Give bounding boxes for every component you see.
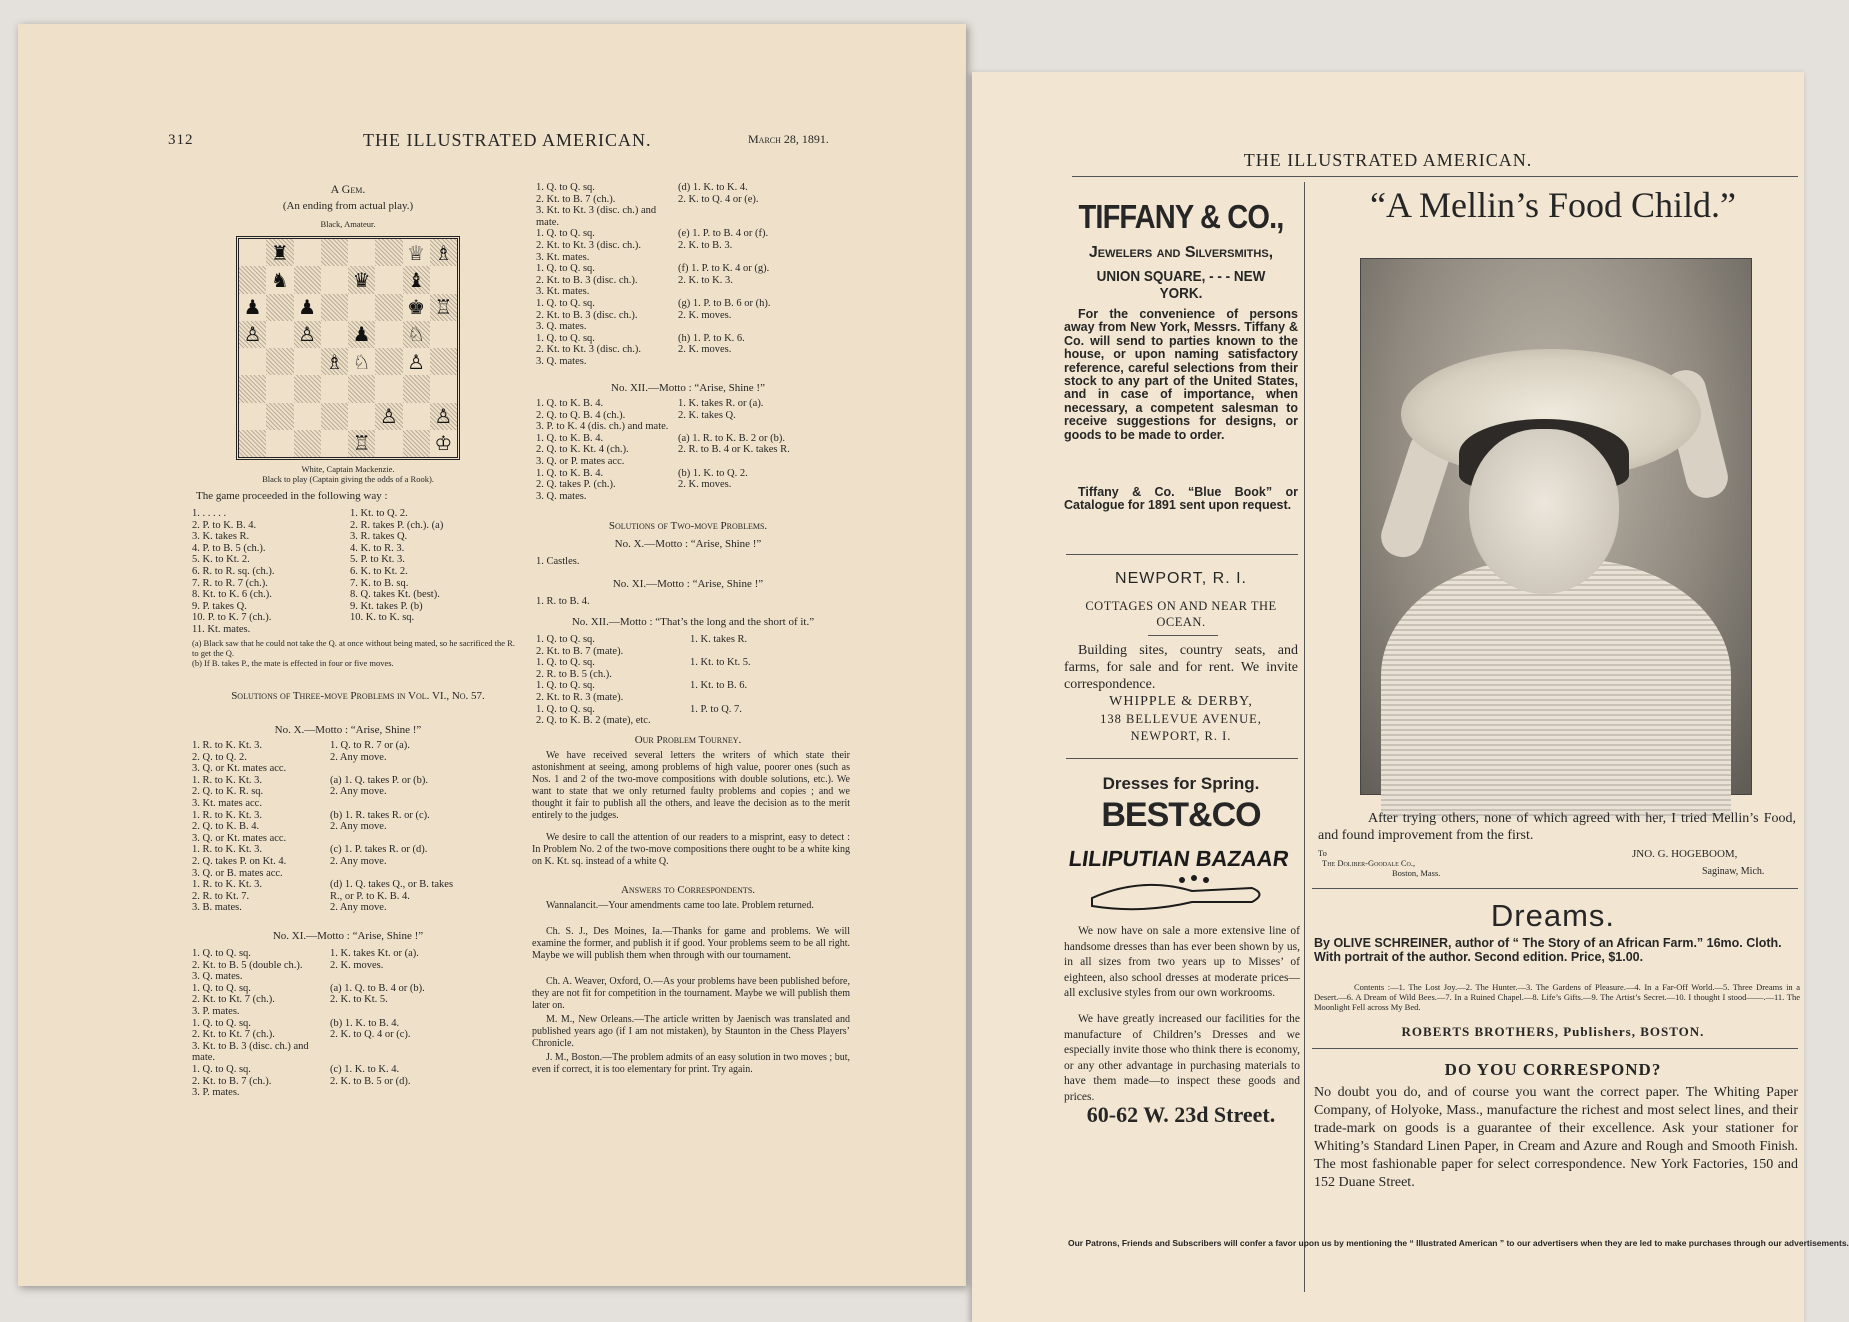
answer-3: Ch. A. Weaver, Oxford, O.—As your problems have been published before, they are not fit for competition in the tournament. Maybe we will publish them later on.: [532, 976, 850, 1011]
issue-date: March 28, 1891.: [748, 132, 829, 146]
board-square: [266, 430, 293, 457]
board-square: [403, 403, 430, 430]
three-no-xi-right: 1. K. takes Kt. or (a). 2. K. moves. (a) 1. Q. to B. 4 or (b). 2. K. to Kt. 5. (b) 1. K. to B. 4. 2. K. to Q. 4 or (c). (c) 1. K. to K. 4. 2. K. to B. 5 or (d).: [330, 948, 425, 1087]
three-move-heading: Solutions of Three-move Problems in Vol. VI., No. 57.: [231, 690, 485, 702]
col2-top-left: 1. Q. to Q. sq. 2. Kt. to B. 7 (ch.). 3. Kt. to Kt. 3 (disc. ch.) and mate. 1. Q. to Q. sq. 2. Kt. to Kt. 3 (disc. ch.). 3. Kt. mates. 1. Q. to Q. sq. 2. Kt. to B. 3 (disc. ch.). 3. Kt. mates. 1. Q. to Q. sq. 2. Kt. to B. 3 (disc. ch.). 3. Q. mates. 1. Q. to Q. sq. 2. Kt. to Kt. 3 (disc. ch.). 3. Q. mates.: [536, 182, 657, 367]
board-square: [321, 321, 348, 348]
whiting-title: DO YOU CORRESPOND?: [1444, 1060, 1662, 1079]
best-headline: Dresses for Spring.: [1102, 774, 1260, 793]
three-no-x-left: 1. R. to K. Kt. 3. 2. Q. to Q. 2. 3. Q. or Kt. mates acc. 1. R. to K. Kt. 3. 2. Q. to K. R. sq. 3. Kt. mates acc. 1. R. to K. Kt. 3. 2. Q. to K. B. 4. 3. Q. or Kt. mates acc. 1. R. to K. Kt. 3. 2. Q. takes P. on Kt. 4. 3. Q. or B. mates acc. 1. R. to K. Kt. 3. 2. R. to Kt. 7. 3. B. mates.: [192, 740, 287, 914]
moves-black: 1. Kt. to Q. 2. 2. R. takes P. (ch.). (a) 3. R. takes Q. 4. K. to R. 3. 5. P. to Kt. 3. 6. K. to Kt. 2. 7. K. to B. sq. 8. Q. takes Kt. (best). 9. Kt. takes P. (b) 10. K. to K. sq.: [350, 508, 444, 624]
answer-5: J. M., Boston.—The problem admits of an easy solution in two moves ; but, even if correct, it is too elementary for print. Try again.: [532, 1052, 850, 1075]
two-no-xii-left: 1. Q. to Q. sq. 2. Kt. to B. 7 (mate). 1. Q. to Q. sq. 2. R. to B. 5 (ch.). 1. Q. to Q. sq. 2. Kt. to R. 3 (mate). 1. Q. to Q. sq. 2. Q. to K. B. 2 (mate), etc.: [536, 634, 651, 727]
dreams-byline: By OLIVE SCHREINER, author of “ The Story of an African Farm.” 16mo. Cloth. With portrait of the author. Second edition. Price, $1.00.: [1314, 936, 1782, 964]
board-square: [430, 321, 457, 348]
masthead-left: THE ILLUSTRATED AMERICAN.: [363, 130, 652, 150]
right-page: [972, 72, 1849, 1322]
mellin-child-photo: [1360, 258, 1752, 795]
board-square: ♔: [434, 431, 453, 456]
board-square: [430, 375, 457, 402]
board-square: ♚: [407, 295, 426, 320]
board-square: [266, 294, 293, 321]
board-square: [266, 348, 293, 375]
game-proceeded: The game proceeded in the following way :: [196, 490, 388, 502]
board-square: [294, 348, 321, 375]
board-square: [375, 375, 402, 402]
mellin-signer: JNO. G. HOGEBOOM,: [1632, 848, 1738, 860]
board-square: ♙: [239, 321, 266, 348]
tourney-p1: We have received several letters the writers of which state their astonishment at seeing, among problems of high value, poorer ones (such as Nos. 1 and 2 of the two-move compositions with double solutions, etc.). We want to state that we only returned faulty problems and copies ; and we thought it fair to publish all the others, and leave the decision as to the merit entirely to the judges.: [532, 750, 850, 821]
tiffany-body: For the convenience of persons away from New York, Messrs. Tiffany & Co. will send to parties known to the house, or upon naming satisfactory reference, careful selections from their stock to any part of the United States, and in case of importance, when necessary, a competent salesman to receive suggestions for designs, or goods to be made to order.: [1064, 307, 1298, 442]
tiffany-line2: Jewelers and Silversmiths,: [1088, 244, 1274, 261]
three-no-x: No. X.—Motto : “Arise, Shine !”: [274, 724, 422, 736]
newport-title: NEWPORT, R. I.: [1115, 570, 1247, 587]
note-b: (b) If B. takes P., the mate is effected in four or five moves.: [192, 658, 394, 668]
dreams-contents: Contents :—1. The Lost Joy.—2. The Hunter.—3. The Gardens of Pleasure.—4. In a Far-Off World.—5. Three Dreams in a Desert.—6. A Dream of Wild Bees.—7. In a Ruined Chapel.—8. Life’s Gifts.—9. The Artist’s Secret.—10. I thought I stood——.—11. The Moonlight Fell across My Bed.: [1314, 982, 1800, 1012]
board-square: ♟: [348, 321, 375, 348]
board-square: ♖: [348, 430, 375, 457]
board-square: [294, 375, 321, 402]
page-number: 312: [168, 132, 194, 148]
board-square: [375, 266, 402, 293]
newport-sub: COTTAGES ON AND NEAR THE OCEAN.: [1085, 599, 1277, 629]
answer-1: Wannalancit.—Your amendments came too late. Problem returned.: [546, 900, 814, 911]
three-no-xi-left: 1. Q. to Q. sq. 2. Kt. to B. 5 (double ch.). 3. Q. mates. 1. Q. to Q. sq. 2. Kt. to Kt. 7 (ch.). 3. P. mates. 1. Q. to Q. sq. 2. Kt. to Kt. 7 (ch.). 3. Kt. to B. 3 (disc. ch.) and mate. 1. Q. to Q. sq. 2. Kt. to B. 7 (ch.). 3. P. mates.: [192, 948, 309, 1099]
three-no-xi: No. XI.—Motto : “Arise, Shine !”: [272, 930, 424, 942]
board-square: [266, 403, 293, 430]
best-address: 60-62 W. 23d Street.: [1086, 1102, 1276, 1127]
board-square: [266, 375, 293, 402]
mellin-title: “A Mellin’s Food Child.”: [1369, 185, 1736, 225]
board-square: [239, 375, 266, 402]
board-square: ♙: [294, 321, 321, 348]
board-square: [321, 430, 348, 457]
best-brand: BEST&CO: [1101, 796, 1261, 834]
liliputian-bazaar-logo: [1067, 836, 1291, 916]
bazaar-text: LILIPUTIAN BAZAAR: [1067, 846, 1291, 871]
three-no-x-right: 1. Q. to R. 7 or (a). 2. Any move. (a) 1. Q. takes P. or (b). 2. Any move. (b) 1. R. takes R. or (c). 2. Any move. (c) 1. P. takes R. or (d). 2. Any move. (d) 1. Q. takes Q., or B. takes R., or P. to K. B. 4. 2. Any move.: [330, 740, 454, 914]
gem-title: A Gem.: [330, 182, 366, 196]
board-square: [294, 239, 321, 266]
board-square: [239, 403, 266, 430]
note-a: (a) Black saw that he could not take the Q. at once without being mated, so he sacrificed the R. to get the Q.: [192, 638, 515, 658]
mellin-company-city: Boston, Mass.: [1392, 868, 1441, 878]
white-label: White, Captain Mackenzie.: [301, 464, 395, 474]
black-label: Black, Amateur.: [320, 219, 376, 229]
col2-no-xii-left: 1. Q. to K. B. 4. 2. Q. to Q. B. 4 (ch.). 3. P. to K. 4 (dis. ch.) and mate. 1. Q. to K. B. 4. 2. Q. to K. Kt. 4 (ch.). 3. Q. or P. mates acc. 1. Q. to K. B. 4. 2. Q. takes P. (ch.). 3. Q. mates.: [536, 398, 669, 502]
tiffany-name: TIFFANY & CO.,: [1078, 198, 1284, 235]
board-square: [348, 403, 375, 430]
newport-address: 138 BELLEVUE AVENUE,: [1100, 712, 1262, 726]
whiting-body: No doubt you do, and of course you want the correct paper. The Whiting Paper Company, of Holyoke, Mass., manufacture the richest and most select lines, and their trade-mark on goods is a guarantee of their excellence. Ask your stationer for Whiting’s Standard Linen Paper, in Cream and Azure and Rough and Smooth Finish. The most fashionable paper for select correspondence. New York Factories, 150 and 152 Duane Street.: [1314, 1085, 1798, 1190]
board-square: ♖: [430, 294, 457, 321]
board-square: ♕: [407, 240, 426, 265]
board-caption: Black to play (Captain giving the odds of a Rook).: [262, 474, 434, 484]
board-square: [294, 266, 321, 293]
board-square: [321, 294, 348, 321]
best-p2: We have greatly increased our facilities for the manufacture of Children’s Dresses and we especially invite those who think there is economy, or any other advantage in purchasing materials to have them made—to inspect these goods and prices.: [1064, 1013, 1300, 1103]
tourney-heading: Our Problem Tourney.: [634, 734, 742, 746]
board-square: ♘: [403, 321, 430, 348]
col2-no-xii-right: 1. K. takes R. or (a). 2. K. takes Q. (a) 1. R. to K. B. 2 or (b). 2. R. to B. 4 or K. takes R. (b) 1. K. to Q. 2. 2. K. moves.: [678, 398, 790, 491]
board-square: ♘: [352, 349, 371, 374]
newport-body: Building sites, country seats, and farms, for sale and for rent. We invite correspondence.: [1064, 643, 1298, 692]
two-no-xii: No. XII.—Motto : “That’s the long and the short of it.”: [571, 616, 815, 628]
board-square: ♙: [407, 349, 426, 374]
answers-heading: Answers to Correspondents.: [620, 884, 756, 896]
mellin-signer-city: Saginaw, Mich.: [1702, 866, 1765, 877]
moves-white: 1. . . . . . 2. P. to K. B. 4. 3. K. takes R. 4. P. to B. 5 (ch.). 5. K. to Kt. 2. 6. R. to R. sq. (ch.). 7. R. to R. 7 (ch.). 8. Kt. to K. 6 (ch.). 9. P. takes Q. 10. P. to K. 7 (ch.). 11. Kt. mates.: [192, 508, 275, 635]
board-square: [239, 348, 266, 375]
col2-no-xii: No. XII.—Motto : “Arise, Shine !”: [611, 382, 765, 394]
board-square: [375, 294, 402, 321]
board-square: [321, 239, 348, 266]
board-square: ♟: [243, 295, 262, 320]
tiffany-line3: UNION SQUARE, - - - NEW YORK.: [1096, 268, 1266, 302]
board-square: [294, 430, 321, 457]
board-square: [266, 321, 293, 348]
answer-2: Ch. S. J., Des Moines, Ia.—Thanks for game and problems. We will examine the former, and publish it if good. Your problems seem to be all right. Maybe we will publish them when through with our tournament.: [532, 926, 850, 961]
board-square: [321, 266, 348, 293]
board-square: [375, 321, 402, 348]
board-square: ♛: [348, 266, 375, 293]
masthead-right: THE ILLUSTRATED AMERICAN.: [1243, 150, 1533, 170]
dreams-publisher: ROBERTS BROTHERS, Publishers, BOSTON.: [1401, 1024, 1705, 1039]
board-square: [348, 294, 375, 321]
board-square: [348, 239, 375, 266]
mellin-to: To: [1318, 848, 1327, 858]
newport-city: NEWPORT, R. I.: [1130, 729, 1232, 743]
chess-board: [236, 236, 460, 460]
dreams-title: Dreams.: [1490, 898, 1616, 933]
answer-4: M. M., New Orleans.—The article written by Jaenisch was translated and published years ago (if I am not mistaken), by Staunton in the Chess Players’ Chronicle.: [532, 1014, 850, 1049]
left-page: [18, 24, 966, 1286]
board-square: [430, 348, 457, 375]
board-square: ♗: [321, 348, 348, 375]
board-square: [321, 375, 348, 402]
two-no-xi: No. XI.—Motto : “Arise, Shine !”: [612, 578, 764, 590]
board-square: ♙: [430, 403, 457, 430]
best-p1: We now have on sale a more extensive line of handsome dresses than has ever been shown by us, in all sizes from two years up to Misses’ of eighteen, also school dresses at moderate prices—all exclusive styles from our own workrooms.: [1064, 925, 1300, 999]
tiffany-blue-book: Tiffany & Co. “Blue Book” or Catalogue for 1891 sent upon request.: [1064, 485, 1298, 513]
two-no-x-sol: 1. Castles.: [536, 556, 580, 567]
board-square: [375, 239, 402, 266]
board-square: [321, 403, 348, 430]
newport-firm: WHIPPLE & DERBY,: [1109, 694, 1253, 709]
board-square: ♟: [298, 295, 317, 320]
col2-top-right: (d) 1. K. to K. 4. 2. K. to Q. 4 or (e). (e) 1. P. to B. 4 or (f). 2. K. to B. 3. (f) 1. P. to K. 4 or (g). 2. K. to K. 3. (g) 1. P. to B. 6 or (h). 2. K. moves. (h) 1. P. to K. 6. 2. K. moves.: [678, 182, 771, 356]
board-square: [294, 403, 321, 430]
board-square: [403, 375, 430, 402]
board-square: [239, 266, 266, 293]
pointing-hand-icon: [1092, 885, 1260, 909]
footer-note: Our Patrons, Friends and Subscribers will confer a favor upon us by mentioning the “ Illustrated American ” to our advertisers when they are led to make purchases through our advertisements.: [1068, 1238, 1849, 1248]
board-square: [403, 430, 430, 457]
mellin-company: The Doliber-Goodale Co.,: [1322, 858, 1416, 868]
board-square: ♗: [430, 239, 457, 266]
board-square: ♞: [270, 267, 289, 292]
board-square: ♜: [266, 239, 293, 266]
board-square: [239, 239, 266, 266]
mellin-caption: After trying others, none of which agreed with her, I tried Mellin’s Food, and found improvement from the first.: [1318, 811, 1796, 843]
board-square: [239, 430, 266, 457]
two-no-xi-sol: 1. R. to B. 4.: [536, 596, 590, 607]
board-square: [375, 348, 402, 375]
board-square: ♝: [403, 266, 430, 293]
two-move-heading: Solutions of Two-move Problems.: [608, 520, 768, 532]
board-square: [375, 430, 402, 457]
board-square: ♙: [375, 403, 402, 430]
two-no-x: No. X.—Motto : “Arise, Shine !”: [614, 538, 762, 550]
gem-subtitle: (An ending from actual play.): [282, 200, 414, 212]
tourney-p2: We desire to call the attention of our readers to a misprint, easy to detect : In Problem No. 2 of the two-move compositions there ought to be a white king on K. Kt. sq. instead of a white Q.: [532, 832, 850, 867]
board-square: [348, 375, 375, 402]
two-no-xii-right: 1. K. takes R. 1. Kt. to Kt. 5. 1. Kt. to B. 6. 1. P. to Q. 7.: [690, 634, 751, 715]
board-square: [430, 266, 457, 293]
